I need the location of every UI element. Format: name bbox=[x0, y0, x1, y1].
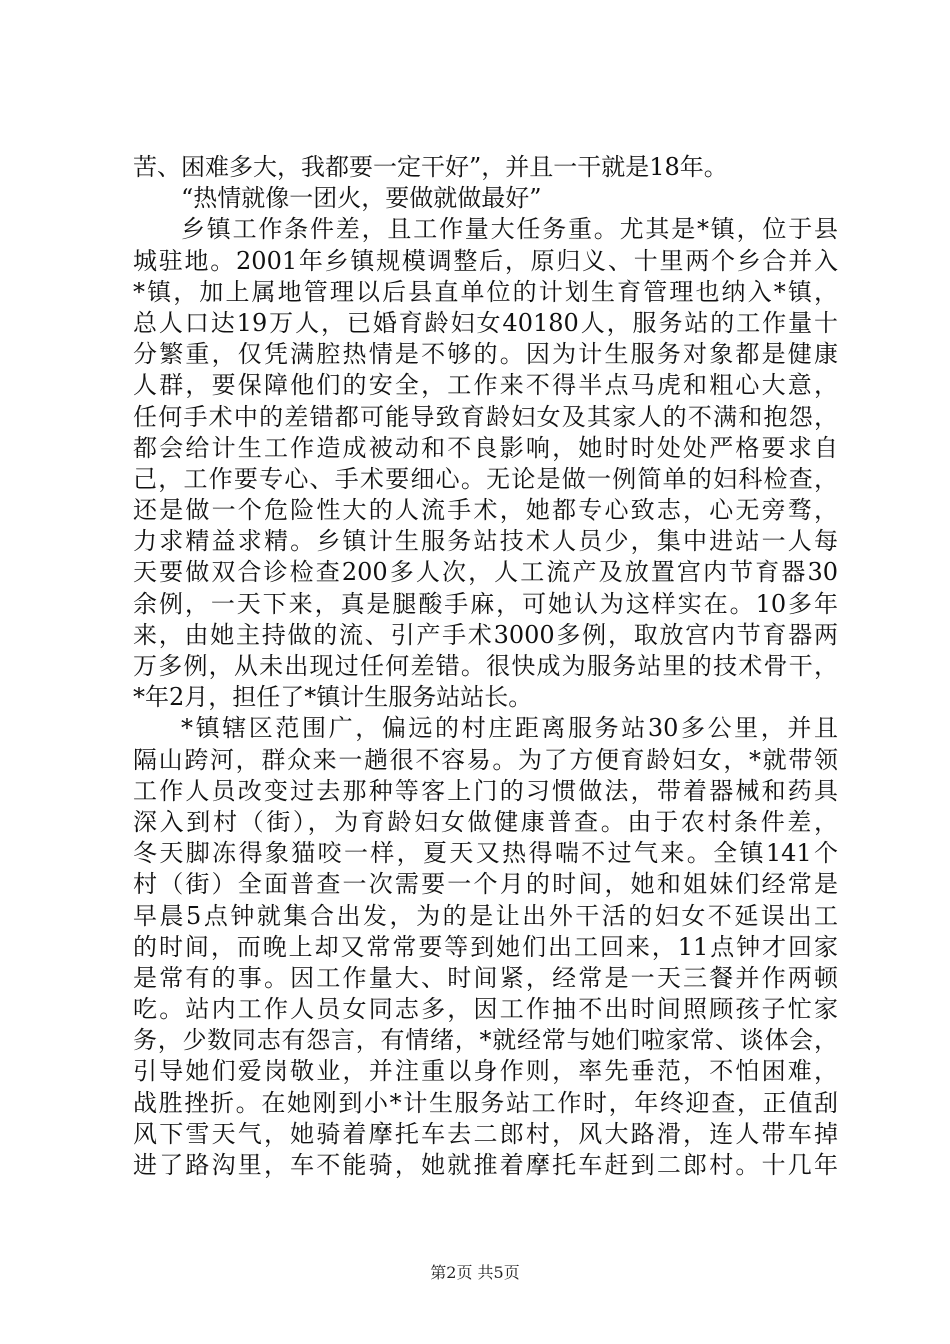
text-line: 任何手术中的差错都可能导致育龄妇女及其家人的不满和抱怨， bbox=[133, 402, 838, 431]
text-line: 深入到村（街），为育龄妇女做健康普查。由于农村条件差， bbox=[133, 807, 838, 836]
text-line: 风下雪天气，她骑着摩托车去二郎村，风大路滑，连人带车掉 bbox=[133, 1119, 838, 1148]
text-line: 村（街）全面普查一次需要一个月的时间，她和姐妹们经常是 bbox=[133, 870, 838, 899]
text-line: 乡镇工作条件差，且工作量大任务重。尤其是*镇，位于县 bbox=[181, 215, 838, 244]
text-line: 分繁重，仅凭满腔热情是不够的。因为计生服务对象都是健康 bbox=[133, 340, 838, 369]
text-line: 的时间，而晚上却又常常要等到她们出工回来，11点钟才回家 bbox=[133, 932, 838, 961]
text-line: 来，由她主持做的流、引产手术3000多例，取放宫内节育器两 bbox=[133, 620, 838, 649]
document-body bbox=[133, 152, 838, 1181]
text-line: 人群，要保障他们的安全，工作来不得半点马虎和粗心大意， bbox=[133, 371, 838, 400]
text-line: 苦、困难多大，我都要一定干好”，并且一干就是18年。 bbox=[133, 153, 728, 181]
text-line: 总人口达19万人，已婚育龄妇女40180人，服务站的工作量十 bbox=[133, 308, 838, 337]
page-footer: 第2页 共5页 bbox=[430, 1263, 520, 1282]
text-line: 余例，一天下来，真是腿酸手麻，可她认为这样实在。10多年 bbox=[133, 589, 838, 618]
text-line: 隔山跨河，群众来一趟很不容易。为了方便育龄妇女，*就带领 bbox=[133, 745, 838, 774]
text-line: 是常有的事。因工作量大、时间紧，经常是一天三餐并作两顿 bbox=[133, 963, 838, 992]
text-line: *镇辖区范围广，偏远的村庄距离服务站30多公里，并且 bbox=[181, 714, 838, 743]
text-line: 冬天脚冻得象猫咬一样，夏天又热得喘不过气来。全镇141个 bbox=[133, 839, 838, 868]
text-line: 战胜挫折。在她刚到小*计生服务站工作时，年终迎查，正值刮 bbox=[133, 1088, 838, 1117]
text-line: 都会给计生工作造成被动和不良影响，她时时处处严格要求自 bbox=[133, 433, 838, 462]
text-line: “热情就像一团火，要做就做最好” bbox=[181, 184, 542, 213]
text-line: 吃。站内工作人员女同志多，因工作抽不出时间照顾孩子忙家 bbox=[133, 995, 838, 1024]
text-line: 工作人员改变过去那种等客上门的习惯做法，带着器械和药具 bbox=[133, 776, 838, 805]
text-line: 万多例，从未出现过任何差错。很快成为服务站里的技术骨干， bbox=[133, 652, 838, 680]
text-line: 务，少数同志有怨言，有情绪，*就经常与她们啦家常、谈体会， bbox=[133, 1026, 838, 1055]
text-line: 己，工作要专心、手术要细心。无论是做一例简单的妇科检查， bbox=[133, 464, 838, 493]
text-line: 还是做一个危险性大的人流手术，她都专心致志，心无旁骛， bbox=[133, 496, 838, 525]
text-line: 天要做双合诊检查200多人次，人工流产及放置宫内节育器30 bbox=[133, 558, 838, 587]
text-line: 引导她们爱岗敬业，并注重以身作则，率先垂范，不怕困难， bbox=[133, 1057, 838, 1086]
text-line: 城驻地。2001年乡镇规模调整后，原归义、十里两个乡合并入 bbox=[133, 246, 838, 275]
text-line: *镇，加上属地管理以后县直单位的计划生育管理也纳入*镇， bbox=[133, 277, 838, 306]
text-line: *年2月，担任了*镇计生服务站站长。 bbox=[133, 683, 533, 712]
text-line: 进了路沟里，车不能骑，她就推着摩托车赶到二郎村。十几年 bbox=[133, 1151, 838, 1179]
text-line: 力求精益求精。乡镇计生服务站技术人员少，集中进站一人每 bbox=[133, 527, 838, 556]
text-line: 早晨5点钟就集合出发，为的是让出外干活的妇女不延误出工 bbox=[133, 901, 838, 930]
